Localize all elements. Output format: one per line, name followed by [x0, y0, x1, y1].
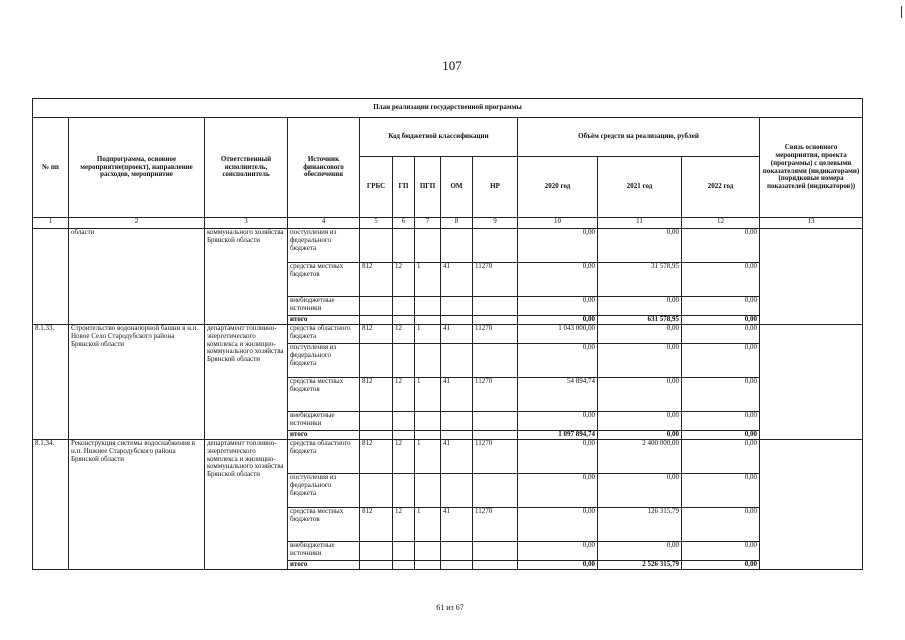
row-2022: 0,00	[682, 325, 760, 344]
row-pgp: 1	[415, 325, 441, 344]
header-link: Связь основного мероприятия, проекта (программы) с целевыми показателями (индикаторами) (порядковые номера показателей (индикаторов))	[760, 118, 863, 218]
row-2022: 0,00	[682, 297, 760, 316]
row-pgp	[415, 542, 441, 561]
row-nr	[473, 229, 518, 263]
row-nr: 11270	[473, 508, 518, 542]
row-name: Строительство водонапорной башни в н.п. Новое Село Стародубского района Брянской области	[69, 325, 205, 440]
table-block	[33, 325, 863, 440]
col-number: 3	[205, 218, 288, 229]
header-2021: 2021 год	[598, 157, 682, 218]
row-gp	[393, 412, 415, 431]
row-grbs	[360, 297, 393, 316]
col-number: 12	[682, 218, 760, 229]
row-grbs: 812	[360, 325, 393, 344]
row-grbs: 812	[360, 378, 393, 412]
row-2020: 0,00	[518, 474, 598, 508]
col-number: 7	[415, 218, 441, 229]
row-gp: 12	[393, 263, 415, 297]
row-link	[760, 229, 863, 325]
row-executor: коммунального хозяйства Брянской области	[205, 229, 288, 325]
row-2021: 0,00	[598, 297, 682, 316]
table-row	[33, 229, 863, 263]
table-block	[33, 229, 863, 325]
row-name: Реконструкция системы водоснабжения в н.п. Нижнее Стародубского района Брянской области	[69, 440, 205, 570]
header-nr: НР	[473, 157, 518, 218]
total-label: итого	[288, 561, 360, 570]
row-link	[760, 440, 863, 570]
table-row	[33, 440, 863, 474]
row-gp	[393, 297, 415, 316]
row-source: средства местных бюджетов	[288, 378, 360, 412]
row-executor: департамент топливно-энергетического комплекса и жилищно-коммунального хозяйства Брянской области	[205, 325, 288, 440]
total-2022: 0,00	[682, 431, 760, 440]
row-source: средства местных бюджетов	[288, 263, 360, 297]
row-nr	[473, 412, 518, 431]
row-grbs	[360, 542, 393, 561]
row-pgp	[415, 297, 441, 316]
header-2022: 2022 год	[682, 157, 760, 218]
row-pgp	[415, 229, 441, 263]
col-number: 10	[518, 218, 598, 229]
row-gp	[393, 229, 415, 263]
row-link	[760, 325, 863, 440]
row-2021: 126 315,79	[598, 508, 682, 542]
row-grbs: 812	[360, 263, 393, 297]
row-nr: 11270	[473, 378, 518, 412]
header-grbs: ГРБС	[360, 157, 393, 218]
row-2020: 54 894,74	[518, 378, 598, 412]
total-2021: 631 578,95	[598, 316, 682, 325]
row-2020: 0,00	[518, 542, 598, 561]
row-2022: 0,00	[682, 378, 760, 412]
row-num: 8.1.33.	[33, 325, 69, 440]
header-budget-code: Код бюджетной классификации	[360, 118, 518, 157]
row-om	[441, 474, 473, 508]
header-num: № пп	[33, 118, 69, 218]
row-num	[33, 229, 69, 325]
header-volume: Объём средств на реализацию, рублей	[518, 118, 760, 157]
row-gp	[393, 474, 415, 508]
table-row	[33, 325, 863, 344]
row-2022: 0,00	[682, 263, 760, 297]
row-gp: 12	[393, 440, 415, 474]
header-om: ОМ	[441, 157, 473, 218]
row-om	[441, 412, 473, 431]
row-2022: 0,00	[682, 344, 760, 378]
row-gp: 12	[393, 378, 415, 412]
table-title: План реализации государственной программы	[33, 99, 863, 118]
total-2022: 0,00	[682, 561, 760, 570]
row-om	[441, 344, 473, 378]
row-2022: 0,00	[682, 229, 760, 263]
row-2022: 0,00	[682, 474, 760, 508]
row-2021: 0,00	[598, 325, 682, 344]
row-2020: 0,00	[518, 297, 598, 316]
row-nr: 11270	[473, 440, 518, 474]
row-gp: 12	[393, 325, 415, 344]
page-number: 107	[442, 58, 462, 73]
row-nr: 11270	[473, 263, 518, 297]
col-number: 8	[441, 218, 473, 229]
header-pgp: ПГП	[415, 157, 441, 218]
total-2020: 1 097 894,74	[518, 431, 598, 440]
total-label: итого	[288, 431, 360, 440]
row-nr: 11270	[473, 325, 518, 344]
row-2021: 0,00	[598, 412, 682, 431]
row-om	[441, 229, 473, 263]
row-gp	[393, 542, 415, 561]
row-nr	[473, 542, 518, 561]
row-nr	[473, 297, 518, 316]
row-2021: 2 400 000,00	[598, 440, 682, 474]
total-2021: 2 526 315,79	[598, 561, 682, 570]
row-2022: 0,00	[682, 412, 760, 431]
row-om	[441, 297, 473, 316]
row-grbs: 812	[360, 508, 393, 542]
row-2022: 0,00	[682, 542, 760, 561]
row-pgp: 1	[415, 263, 441, 297]
total-2021: 0,00	[598, 431, 682, 440]
row-om: 41	[441, 325, 473, 344]
row-pgp	[415, 344, 441, 378]
header-2020: 2020 год	[518, 157, 598, 218]
row-pgp: 1	[415, 378, 441, 412]
row-grbs	[360, 412, 393, 431]
row-gp	[393, 344, 415, 378]
row-executor: департамент топливно-энергетического комплекса и жилищно-коммунального хозяйства Брянской области	[205, 440, 288, 570]
page-footer: 61 из 67	[436, 603, 464, 612]
row-om: 41	[441, 263, 473, 297]
header-gp: ГП	[393, 157, 415, 218]
col-number: 1	[33, 218, 69, 229]
row-pgp	[415, 412, 441, 431]
col-number: 13	[760, 218, 863, 229]
row-source: поступления из федерального бюджета	[288, 229, 360, 263]
row-nr	[473, 474, 518, 508]
row-grbs: 812	[360, 440, 393, 474]
row-source: внебюджетные источники	[288, 542, 360, 561]
row-grbs	[360, 229, 393, 263]
row-om: 41	[441, 378, 473, 412]
row-grbs	[360, 474, 393, 508]
col-number: 9	[473, 218, 518, 229]
row-source: внебюджетные источники	[288, 297, 360, 316]
col-number: 5	[360, 218, 393, 229]
row-2022: 0,00	[682, 440, 760, 474]
row-source: внебюджетные источники	[288, 412, 360, 431]
row-2020: 1 043 000,00	[518, 325, 598, 344]
col-number: 4	[288, 218, 360, 229]
row-pgp	[415, 474, 441, 508]
row-source: средства местных бюджетов	[288, 508, 360, 542]
row-2020: 0,00	[518, 412, 598, 431]
header-name: Подпрограмма, основное мероприятие(проект), направление расходов, мероприятие	[69, 118, 205, 218]
header-source: Источник финансового обеспечения	[288, 118, 360, 218]
row-gp: 12	[393, 508, 415, 542]
row-source: поступления из федерального бюджета	[288, 344, 360, 378]
row-2021: 0,00	[598, 542, 682, 561]
row-source: средства областного бюджета	[288, 440, 360, 474]
total-2020: 0,00	[518, 316, 598, 325]
header-executor: Ответственный исполнитель, соисполнитель	[205, 118, 288, 218]
total-2022: 0,00	[682, 316, 760, 325]
program-plan-table	[32, 98, 863, 570]
col-number: 6	[393, 218, 415, 229]
row-2020: 0,00	[518, 508, 598, 542]
row-nr	[473, 344, 518, 378]
row-2020: 0,00	[518, 344, 598, 378]
row-pgp: 1	[415, 440, 441, 474]
row-2021: 0,00	[598, 229, 682, 263]
row-2021: 31 578,95	[598, 263, 682, 297]
total-label: итого	[288, 316, 360, 325]
col-number: 2	[69, 218, 205, 229]
total-2020: 0,00	[518, 561, 598, 570]
scan-edge-mark	[901, 6, 902, 18]
row-om: 41	[441, 440, 473, 474]
row-source: поступления из федерального бюджета	[288, 474, 360, 508]
row-2020: 0,00	[518, 263, 598, 297]
row-2021: 0,00	[598, 344, 682, 378]
row-2020: 0,00	[518, 440, 598, 474]
row-name: области	[69, 229, 205, 325]
table-block	[33, 440, 863, 570]
row-om: 41	[441, 508, 473, 542]
row-2022: 0,00	[682, 508, 760, 542]
row-num: 8.1.34.	[33, 440, 69, 570]
row-2021: 0,00	[598, 474, 682, 508]
row-2021: 0,00	[598, 378, 682, 412]
row-grbs	[360, 344, 393, 378]
row-om	[441, 542, 473, 561]
row-source: средства областного бюджета	[288, 325, 360, 344]
col-number: 11	[598, 218, 682, 229]
row-2020: 0,00	[518, 229, 598, 263]
row-pgp: 1	[415, 508, 441, 542]
